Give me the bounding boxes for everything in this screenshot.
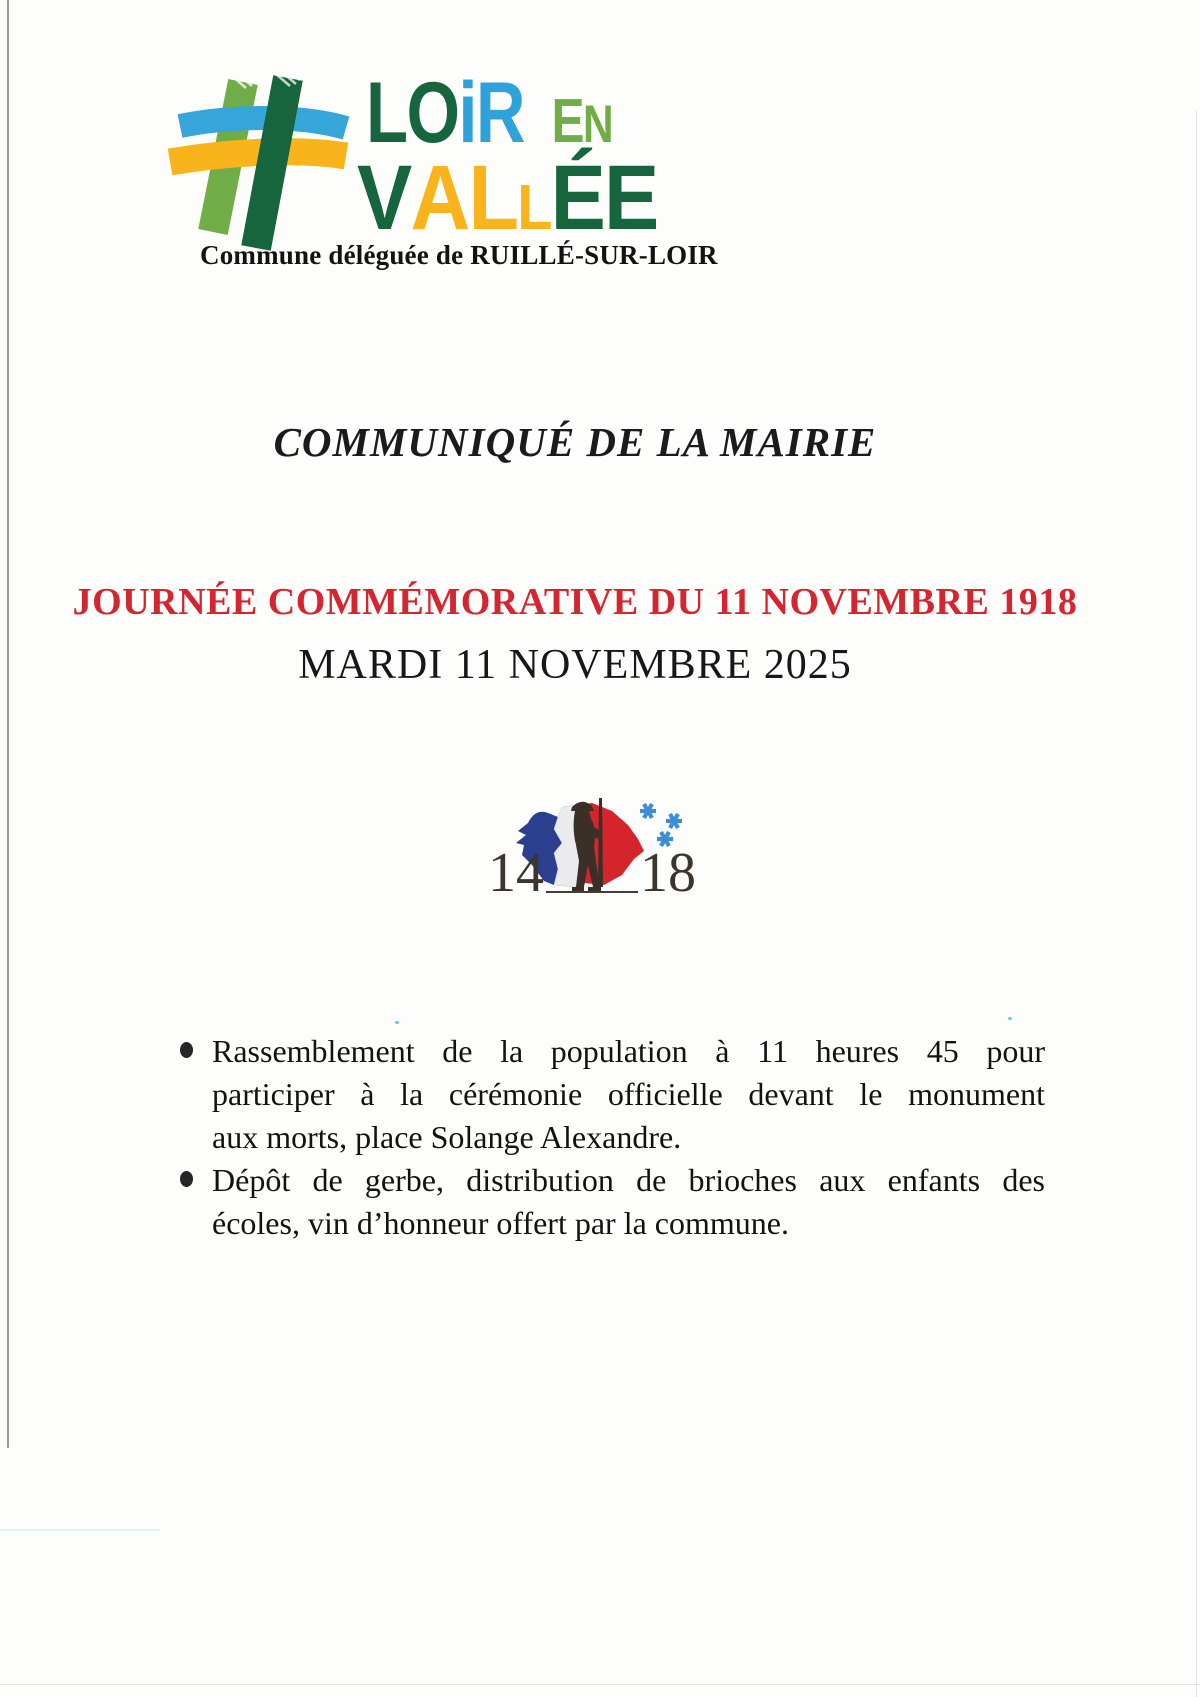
emblem-number-right: 18	[640, 842, 696, 895]
emblem-14-18	[488, 795, 703, 895]
logo-letter: R	[475, 65, 524, 161]
logo-letter: L	[366, 65, 407, 161]
logo-letter: N	[582, 95, 612, 154]
event-date: MARDI 11 NOVEMBRE 2025	[298, 642, 852, 688]
bullet-text-line: Rassemblement de la population à 11 heures 45 pour	[212, 1033, 1045, 1069]
bullet-text-line: aux morts, place Solange Alexandre.	[212, 1119, 682, 1155]
scan-streak	[0, 1529, 160, 1531]
logo-letter: E	[551, 87, 583, 156]
logo-letter: A	[410, 147, 469, 249]
logo-letter: i	[458, 65, 476, 161]
list-item	[180, 1030, 1045, 1159]
commune-subtitle: Commune déléguée de RUILLÉ-SUR-LOIR	[200, 240, 718, 270]
document-title: COMMUNIQUÉ DE LA MAIRIE	[273, 419, 877, 465]
event-heading: JOURNÉE COMMÉMORATIVE DU 11 NOVEMBRE 1918	[72, 581, 1078, 623]
scan-edge-left	[7, 0, 9, 1448]
bullet-dot	[180, 1171, 193, 1187]
scan-speck	[395, 1021, 399, 1024]
scan-edge-right	[1196, 110, 1197, 1697]
bullet-list	[180, 1030, 1045, 1245]
logo-letter: E	[604, 147, 658, 249]
scan-speck	[1008, 1017, 1012, 1020]
emblem-number-left: 14	[488, 842, 544, 895]
scan-edge-bottom	[0, 1684, 1200, 1685]
logo-letter: O	[406, 65, 459, 161]
cornflower-icons	[640, 804, 682, 846]
bullet-text-line: Dépôt de gerbe, distribution de brioches aux enfants des	[212, 1162, 1045, 1198]
logo-wordmark-line2	[357, 147, 658, 249]
logo-letter: É	[550, 147, 605, 249]
logo-letter: L	[468, 147, 518, 249]
hash-diagonal-dark-green	[256, 78, 288, 248]
logo-wordmark-line1	[366, 65, 612, 161]
logo-letter: V	[357, 147, 411, 249]
bullet-text-line: participer à la cérémonie officielle devant le monument	[212, 1076, 1045, 1112]
logo-letter: L	[517, 171, 551, 243]
bullet-dot	[180, 1042, 193, 1058]
hash-stroke-blue	[180, 118, 346, 128]
bullet-text-line: écoles, vin d’honneur offert par la commune.	[212, 1205, 789, 1241]
hashtag-logo-icon	[168, 74, 353, 254]
list-item	[180, 1159, 1045, 1245]
